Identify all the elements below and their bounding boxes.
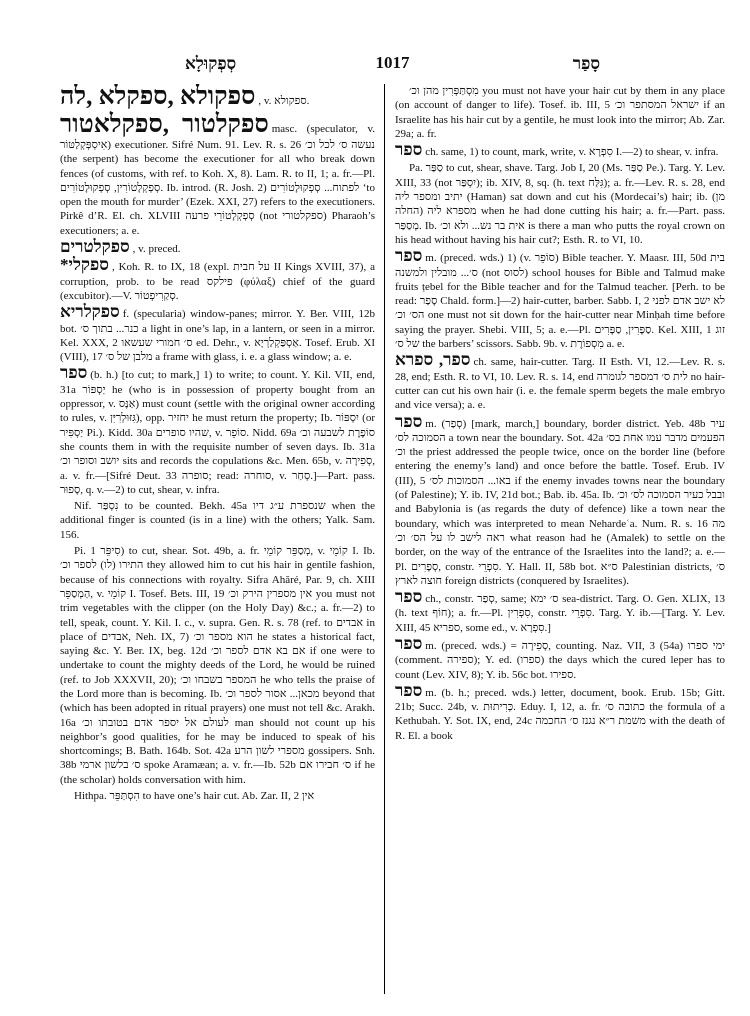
entry-definition: Pa. סַפַּר to cut, shear, shave. Targ. Job I, 20 (Ms. סַפַּר Pe.). Targ. Y. Lev. XIII, 33 (not יִסְפַּר); ib. XIV, 8, sq. (h. text גִּלַּח); a. fr.—Lev. R. s. 28, end יתיב ומספר ליה (Haman) sat down and cut his (Mordecai’s) hair; ib. (מן החלה) מספרא ליה when he had done cutting his hair; a. fr.—Part. pass. מְסַפַּר. Ib. אית בר נש... ולא וכ׳ is there a man who putts the royal crown on his head without having his hair cut?; Esth. R. to VI, 10. xyxy=(395,162,725,246)
entry-headword: ספר xyxy=(395,411,423,431)
left-column xyxy=(60,84,375,976)
dictionary-entry xyxy=(395,84,725,141)
entry-headword: *ספקלי xyxy=(60,255,109,275)
entry-headword: ספר, ספרא xyxy=(395,350,471,370)
dictionary-entry xyxy=(395,587,725,635)
entry-headword: ספר xyxy=(395,140,423,160)
entry-definition: f. (specularia) window-panes; mirror. Y. Ber. VIII, 12b bot. כנר... בתוך ס׳ a light in one’s lap, in a lantern, or seen in a mirror. Kel. XXX, 2 ס׳ חמורי שעשאו ed. Dehr., v. אַסְפַּקְלַרְיָא. Tosef. Erub. XI (VIII), 17 מלבן של ס׳ a frame with glass, i. e. a glass window; a. e. xyxy=(60,308,375,364)
dictionary-entry xyxy=(395,140,725,160)
entry-definition: masc. (speculator, v. אִיסְפְּקְלַטּוֹר) executioner. Sifré Num. 91. Lev. R. s. 26 נעשה ס׳ לכל וכ׳ (the serpent) has become the executioner for all who break down fences (of customs, with ref. to Koh. X, 8). Lam. R. to II, 1; a. fr.—Pl. סְפְקְלָטוֹרִין, סְפְקוּלָטוֹרִים. Ib. introd. (R. Josh. 2) לפתוח... סְפְקוּלָטוֹרִים ‘to open the mouth for murder’ (Ezek. XXI, 27) refers to the executioners. Pirkê d’R. El. ch. XLVIII סְפְקְלָטוֹרֵי פרעה (not ספקלטורי) Pharaoh’s executioners; a. e. xyxy=(60,123,375,237)
dictionary-entry xyxy=(60,544,375,787)
entry-definition: m. (preced. wds.) = סְפִירָה, counting. Naz. VII, 3 (54a) ימי ספרו (comment. ספירה); Y. ed. (ספרו) the days which the cured leper has to count (Lev. XIV, 8); Y. ib. 56c bot. ספירו. xyxy=(395,639,725,681)
entry-headword: ספקולא ,ספקלא ,לה xyxy=(60,84,256,110)
entry-definition: , v. preced. xyxy=(132,243,181,256)
dictionary-entry xyxy=(60,112,375,238)
dictionary-entry xyxy=(60,363,375,497)
entry-definition: , Koh. R. to IX, 18 (expl. על חבית II Kings XVIII, 37), a corruption, prob. to be read פילקס (φύλαξ) chief of the guard (excubitor).—V. סְקַרִיפְטוֹר. xyxy=(60,261,375,302)
entry-headword: ספקלריא xyxy=(60,302,120,322)
dictionary-entry xyxy=(395,680,725,743)
dictionary-entry xyxy=(60,84,375,110)
dictionary-entry xyxy=(395,633,725,682)
entry-headword: ספקלטור ,ספקלאטור xyxy=(60,111,269,138)
left-running-head: סְפְקוּלָא xyxy=(185,54,237,73)
entry-definition: , v. ספקולא. xyxy=(258,95,310,107)
entry-definition: ch., constr. סְפַר, same; ס׳ ימא sea-district. Targ. O. Gen. XLIX, 13 (h. text חוֹף); a. fr.—Pl. סִפְרִין, constr. סִפְרֵי. Targ. Y. ib.—[Targ. Y. Lev. XIII, 45 ספריא, some ed., v. סִפְרָא.] xyxy=(395,593,725,634)
entry-definition: ch. same, 1) to count, mark, write, v. סִפְרָא I.—2) to shear, v. infra. xyxy=(425,146,719,159)
right-running-head: סָפַר xyxy=(572,54,600,73)
entry-definition: m. (סְפַר) [mark, march,] boundary, border district. Yeb. 48b עיר הסמוכה לס׳ a town near the boundary. Sot. 42a הפעמים מדבר עמו אחת בס׳ וכ׳ the priest addressed the people twice, once on the border line (before entering the enemy’s land) and once before the battle. Tosef. Erub. IV (III), 5 באו... הסמוכות לס׳ if the enemy invades towns near the boundary (of Palestine); Y. ib. IV, 21d bot.; Bab. ib. 45a. Ib. ובבל כעיר הסמוכה לס׳ וכ׳ and Babylonia is (as regards the duty of defence) like a town near the boundary, which was interpreted to mean Nehardeʿa. Num. R. s. 16 מה ראה לישב לו על הס׳ וכ׳ what reason had he (Amalek) to settle on the border, on the way of the entrance of the Israelites into the land?; a. e.—Pl. סְפָרִים, constr. סִפְרֵי. Y. Hall. II, 58b bot. ס״א Palestinian districts, ס׳ חוצה לארץ foreign districts (conquered by Israelites). xyxy=(395,417,725,587)
dictionary-entry xyxy=(60,255,375,303)
entry-definition: (b. h.) [to cut; to mark,] 1) to write; to count. Y. Kil. VII, end, 31a יַסְפּוֹר he (who is in possession of property bought from an oppressor, v. אַנָּס) must count (settle with the original owner according to rules, v. גִּזּוּלְרִיִּן), opp. יחזיר he must return the property; Ib. יִסְפּוֹר (or יַסְפִּיר Pi.). Kidd. 30a שהיו סופרים, v. סוֹפֵר. Nidd. 69a סוֹפֶרֶת לשבעה וכ׳ she counts them in with the requisite number of seven days. Ib. 31a יושב וסופר וכ׳ sits and records the copulations &c. Men. 65b, v. סְפִירָה, a. v. fr.—[Sifré Deut. 33 סופרה; read: סוחרה, v. סְחַר.]—Part. pass. סָפוּר, q. v.—2) to cut, shear, v. infra. xyxy=(60,369,375,496)
page-header xyxy=(60,50,725,74)
dictionary-entry xyxy=(395,350,725,412)
entry-definition: מִסְתַּפְּרִין מהן וכ׳ you must not have your hair cut by them in any place (on account of danger to life). Tosef. ib. III, 5 ישראל המסתפר וכ׳ if an Israelite has his hair cut by a gentile, he must look into the mirror; Ab. Zar. 29a; a. fr. xyxy=(395,85,725,140)
column-divider xyxy=(384,84,385,994)
entry-definition: Hithpa. הִסְתַּפֵּר to have one’s hair cut. Ab. Zar. II, 2 אין xyxy=(74,790,315,803)
dictionary-entry xyxy=(395,411,725,589)
page-number: 1017 xyxy=(375,53,410,72)
entry-definition: m. (preced. wds.) 1) (v. סוֹפֵר) Bible teacher. Y. Maasr. III, 50d בית ס׳... מובלין ולמשנה (not לסוס) school houses for Bible and Talmud make fruits ṭebel for the Bible teacher and for the Talmud teacher. [Perh. to be read: סָפַר Chald. form.]—2) hair-cutter, barber. Sabb. I, 2 לא ישב אדם לפני הס׳ וכ׳ one must not sit down for the hair-cutter near Minḥah time before saying the prayer. Shebi. VIII, 5; a. e.—Pl. סַפָּרִין, סַפָּרִים. Kel. XIII, 1 זוג של ס׳ the barbers’ scissors. Sabb. 9b. v. מִסְפוֹרֶת a. e. xyxy=(395,252,725,351)
entry-definition: Nif. נִסְפַּר to be counted. Bekh. 45a שנספרת ע״ג דיו when the additional finger is counted (is in a line) with the others; Yalk. Sam. 156. xyxy=(60,500,375,541)
dictionary-entry xyxy=(395,161,725,247)
entry-headword: ספר xyxy=(395,587,423,607)
dictionary-entry xyxy=(60,789,375,803)
dictionary-entry xyxy=(60,302,375,364)
dictionary-entry xyxy=(395,246,725,351)
entry-definition: Pi. סִיפֵּר 1) to cut, shear. Sot. 49b, a. fr. מְסַפֵּר קוֹמֵי, v. קוֹמֵי I. Ib. התירו (לו) לספר וכ׳ they allowed him to cut his hair in gentile fashion, because of his connections with royalty. Sifra Ahăré, Par. 9, ch. XIII הַמְסַפֵּר, v. קוֹמֵי I. Tosef. Bets. III, 19 אין מספרין הירק וכ׳ you must not trim vegetables with the clipper (on the Holy Day) &c.; a. fr.—2) to tell, speak, count. Y. Kil. I. c., v. supra. Gen. R. s. 78 (ref. to אבדים in place of אבדים, Neh. IX, 7) הוא מספר וכ׳ he states a historical fact, saying &c. Y. Ber. IX, beg. 12d אם בא אדם לספר וכ׳ if one were to undertake to count the mighty deeds of the Lord, he would be ruined (ref. to Job XXXVII, 20); המספר בשבחו וכ׳ he who tells the praise of the Lord more than is becoming. Ib. מכאן... אסור לספר וכ׳ beyond that (which has been adopted in ritual prayers) one must not tell &c. Arakh. 16a לעולם אל יספר אדם בטובתו וכ׳ man should not count up his neighbor’s good qualities, for he may be induced to speak of his shortcomings; B. Bath. 164b. Sot. 42a מספרי לשון הרע gossipers. Snh. 38b ס׳ בלשון ארמי spoke Aramæan; a. v. fr.—Ib. 52b ס׳ חבירו אם if he (the scholar) holds conversation with him. xyxy=(60,545,375,786)
entry-headword: ספר xyxy=(60,363,88,383)
right-column xyxy=(395,84,725,976)
entry-headword: ספקלטרים xyxy=(60,237,130,257)
entry-headword: ספר xyxy=(395,633,423,653)
entry-headword: ספר xyxy=(395,246,423,266)
entry-definition: ch. same, hair-cutter. Targ. II Esth. VI, 12.—Lev. R. s. 28, end; Esth. R. to VI, 10. Lev. R. s. 14, end לית ס׳ דמספר לגומרה no hair-cutter can cut his own hair (i. e. the female sperm begets the male embryo and vice versa); a. e. xyxy=(395,356,725,412)
entry-definition: m. (b. h.; preced. wds.) letter, document, book. Erub. 15b; Gitt. 21b; Succ. 24b, v. כְּרִיתוּת. Eduy. I, 12, a. fr. כתובה ס׳ the formula of a Kethubah. Y. Sot. IX, end, 24c משמת ר״א נגנז ס׳ החכמה with the death of R. El. a book xyxy=(395,686,725,742)
dictionary-entry xyxy=(60,237,375,257)
entry-headword: ספר xyxy=(395,680,423,700)
dictionary-entry xyxy=(60,499,375,542)
